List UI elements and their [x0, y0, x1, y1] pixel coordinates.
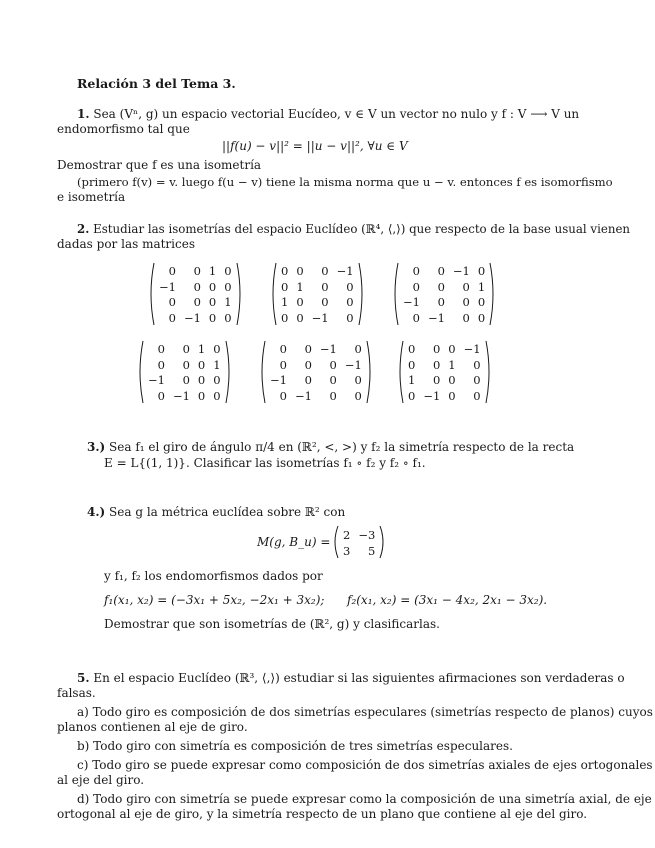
matrix-row — [399, 311, 489, 327]
matrix-cell: 0 — [448, 373, 456, 388]
matrix-cell: 0 — [193, 264, 201, 279]
matrix-cell: 0 — [354, 388, 362, 403]
matrix-cell: 0 — [182, 357, 190, 372]
problem-5-number: 5. — [77, 671, 90, 685]
matrix-row — [144, 342, 225, 358]
matrix-cell: 0 — [168, 264, 176, 279]
matrix-table — [144, 342, 225, 404]
matrix-cell: 0 — [213, 388, 221, 403]
left-paren — [396, 340, 404, 404]
matrix-cell: 0 — [321, 264, 329, 279]
matrix-cell: 1 — [224, 295, 232, 310]
right-paren — [485, 340, 493, 404]
matrix-cell: 0 — [296, 310, 304, 325]
problem-5-a-line-1: a) Todo giro es composición de dos simetrías especulares (simetrías respecto de planos) cuyos — [77, 705, 653, 719]
problem-1-line-1 — [77, 107, 579, 122]
matrix-table — [155, 264, 236, 326]
matrix-table — [339, 527, 379, 559]
matrix-1 — [147, 262, 244, 326]
matrix-cell: 0 — [213, 373, 221, 388]
problem-2-line-1 — [77, 222, 630, 237]
matrix-cell: 0 — [346, 310, 354, 325]
matrix-cell: 0 — [473, 388, 481, 403]
matrix-cell: 0 — [208, 279, 217, 294]
matrix-cell: 0 — [182, 342, 190, 357]
problem-1-number: 1. — [77, 107, 90, 121]
problem-1-hint-2: e isometría — [57, 190, 126, 204]
matrix-cell: 0 — [462, 279, 470, 294]
matrix-row — [399, 264, 489, 280]
matrix-cell: 0 — [208, 295, 217, 310]
matrix-cell: 0 — [193, 279, 201, 294]
matrix-cell: 0 — [157, 357, 165, 372]
matrix-cell: 0 — [281, 279, 289, 294]
matrix-cell: −3 — [358, 527, 376, 542]
matrix-cell: 0 — [477, 295, 486, 310]
problem-4-line-1 — [87, 505, 345, 520]
problem-1-equation: ||f(u) − v||² = ||u − v||², ∀u ∈ V — [222, 139, 408, 153]
matrix-cell: 1 — [448, 357, 456, 372]
left-paren — [331, 525, 339, 559]
matrix-cell: −1 — [311, 310, 329, 325]
matrix-cell: −1 — [270, 373, 287, 388]
matrix-cell: 0 — [281, 310, 289, 325]
matrix-cell: 0 — [304, 342, 312, 357]
matrix-cell: 0 — [448, 388, 456, 403]
matrix-cell: 0 — [408, 388, 416, 403]
matrix-cell: −1 — [427, 310, 445, 325]
problem-5-a-line-2: planos contienen al eje de giro. — [57, 720, 248, 734]
matrix-cell: 0 — [279, 342, 287, 357]
matrix-cell: −1 — [423, 388, 441, 403]
matrix-cell: 0 — [473, 357, 481, 372]
right-paren — [225, 340, 233, 404]
matrix-cell: 0 — [168, 310, 176, 325]
matrix-row — [277, 264, 358, 280]
matrix-cell: 0 — [462, 295, 470, 310]
matrix-row — [404, 358, 485, 374]
right-paren — [366, 340, 374, 404]
matrix-cell: 0 — [197, 357, 206, 372]
matrix-row — [266, 389, 366, 405]
matrix-cell: 0 — [224, 264, 232, 279]
matrix-cell: 1 — [408, 373, 416, 388]
problem-5-d-line-1: d) Todo giro con simetría se puede expresar como la composición de una simetría axial, de eje — [77, 792, 652, 806]
matrix-cell: 0 — [477, 264, 486, 279]
problem-4-matrix-label: M(g, B_u) = — [257, 535, 331, 549]
matrix-cell: 0 — [168, 295, 176, 310]
matrix-cell: 0 — [281, 264, 289, 279]
matrix-cell: 0 — [321, 295, 329, 310]
right-paren — [358, 262, 366, 326]
matrix-cell: 0 — [448, 342, 456, 357]
matrix-table — [266, 342, 366, 404]
problem-5-line-1 — [77, 671, 625, 686]
problem-5-c-line-1: c) Todo giro se puede expresar como composición de dos simetrías axiales de ejes ortogonales — [77, 758, 653, 772]
matrix-cell: 0 — [408, 357, 416, 372]
matrix-cell: −1 — [452, 264, 470, 279]
page-title: Relación 3 del Tema 3. — [77, 76, 236, 91]
matrix-cell: 0 — [329, 357, 337, 372]
right-paren — [236, 262, 244, 326]
matrix-cell: 0 — [354, 342, 362, 357]
problem-1-hint-1: (primero f(v) = v. luego f(u − v) tiene la misma norma que u − v. entonces f es isomorfismo — [77, 175, 613, 189]
left-paren — [269, 262, 277, 326]
matrix-row — [404, 389, 485, 405]
matrix-cell: 0 — [213, 342, 221, 357]
right-paren — [379, 525, 387, 559]
problem-5-d-line-2: ortogonal al eje de giro, y la simetría respecto de un plano que contiene al eje del giro. — [57, 807, 588, 821]
problem-4-line-2: y f₁, f₂ los endomorfismos dados por — [104, 569, 323, 583]
left-paren — [258, 340, 266, 404]
matrix-cell: 0 — [462, 310, 470, 325]
problem-4-number: 4.) — [87, 505, 106, 519]
problem-5-b-line-1: b) Todo giro con simetría es composición de tres simetrías especulares. — [77, 739, 513, 753]
matrix-row — [144, 373, 225, 389]
matrix-cell: 0 — [224, 310, 232, 325]
matrix-cell: 0 — [473, 373, 481, 388]
problem-4-line-3: Demostrar que son isometrías de (ℝ², g) y clasificarlas. — [104, 617, 440, 631]
matrix-cell: 0 — [354, 373, 362, 388]
matrix-cell: −1 — [159, 279, 176, 294]
matrix-table — [277, 264, 358, 326]
matrix-2 — [269, 262, 366, 326]
matrix-cell: −1 — [463, 342, 481, 357]
problem-2-line-2: dadas por las matrices — [57, 237, 195, 251]
matrix-cell: 0 — [346, 279, 354, 294]
matrix-cell: 0 — [197, 388, 206, 403]
matrix-cell: 0 — [182, 373, 190, 388]
matrix-cell: 0 — [432, 342, 441, 357]
matrix-cell: 0 — [432, 373, 441, 388]
problem-2-number: 2. — [77, 222, 90, 236]
matrix-cell: 0 — [279, 388, 287, 403]
matrix-row — [155, 311, 236, 327]
matrix-cell: 0 — [412, 310, 420, 325]
matrix-cell: 0 — [437, 264, 445, 279]
matrix-cell: 0 — [408, 342, 416, 357]
matrix-cell: −1 — [344, 357, 362, 372]
matrix-cell: 0 — [304, 373, 312, 388]
matrix-cell: 0 — [412, 279, 420, 294]
matrix-cell: −1 — [148, 373, 165, 388]
left-paren — [391, 262, 399, 326]
matrix-row — [404, 342, 485, 358]
matrix-cell: 0 — [157, 342, 165, 357]
matrix-row — [399, 295, 489, 311]
matrix-cell: 3 — [343, 543, 351, 558]
matrix-6 — [396, 340, 493, 404]
problem-5-text-1: En el espacio Euclídeo (ℝ³, ⟨,⟩) estudiar si las siguientes afirmaciones son verdaderas o — [93, 671, 625, 685]
matrix-row — [266, 373, 366, 389]
matrix-cell: 2 — [343, 527, 351, 542]
matrix-table — [404, 342, 485, 404]
matrix-row — [339, 543, 379, 559]
matrix-cell: 0 — [329, 373, 337, 388]
matrix-cell: −1 — [183, 310, 201, 325]
left-paren — [147, 262, 155, 326]
problem-3-line-1 — [87, 440, 574, 455]
matrix-row — [399, 280, 489, 296]
matrix-row — [266, 342, 366, 358]
matrix-row — [339, 527, 379, 543]
matrix-cell: 0 — [437, 295, 445, 310]
matrix-row — [277, 295, 358, 311]
problem-5-c-line-2: al eje del giro. — [57, 773, 145, 787]
matrix-cell: −1 — [403, 295, 420, 310]
matrix-row — [277, 311, 358, 327]
problem-3-line-2: E = L{(1, 1)}. Clasificar las isometrías f₁ ∘ f₂ y f₂ ∘ f₁. — [104, 456, 426, 470]
matrix-cell: 0 — [224, 279, 232, 294]
matrix-row — [155, 264, 236, 280]
matrix-row — [144, 389, 225, 405]
matrix-row — [266, 358, 366, 374]
problem-5-line-2: falsas. — [57, 686, 96, 700]
problem-3-number: 3.) — [87, 440, 106, 454]
matrix-3 — [391, 262, 497, 326]
matrix-cell: 0 — [193, 295, 201, 310]
problem-1-text-1: Sea (Vⁿ, g) un espacio vectorial Eucídeo, v ∈ V un vector no nulo y f : V ⟶ V un — [93, 107, 580, 121]
problem-4-f1: f₁(x₁, x₂) = (−3x₁ + 5x₂, −2x₁ + 3x₂); — [104, 593, 325, 607]
matrix-cell: 0 — [197, 373, 206, 388]
matrix-cell: 0 — [412, 264, 420, 279]
matrix-cell: 1 — [296, 279, 304, 294]
left-paren — [136, 340, 144, 404]
matrix-cell: −1 — [172, 388, 190, 403]
problem-1-line-3: Demostrar que f es una isometría — [57, 158, 262, 172]
matrix-cell: −1 — [294, 388, 312, 403]
matrix-cell: 0 — [477, 310, 486, 325]
matrix-row — [144, 358, 225, 374]
matrix-cell: 1 — [197, 342, 206, 357]
matrix-cell: 1 — [281, 295, 289, 310]
matrix-row — [277, 280, 358, 296]
metric-matrix — [331, 525, 387, 559]
matrix-cell: 0 — [329, 388, 337, 403]
matrix-cell: 0 — [157, 388, 165, 403]
matrix-cell: 0 — [279, 357, 287, 372]
matrix-cell: 1 — [208, 264, 217, 279]
matrix-cell: 0 — [296, 264, 304, 279]
problem-4-text-1: Sea g la métrica euclídea sobre ℝ² con — [109, 505, 346, 519]
matrix-cell: −1 — [336, 264, 354, 279]
problem-4-f2: f₂(x₁, x₂) = (3x₁ − 4x₂, 2x₁ − 3x₂). — [347, 593, 548, 607]
matrix-cell: 0 — [432, 357, 441, 372]
matrix-cell: 0 — [304, 357, 312, 372]
matrix-cell: 5 — [367, 543, 376, 558]
matrix-cell: 1 — [213, 357, 221, 372]
matrix-5 — [258, 340, 374, 404]
right-paren — [489, 262, 497, 326]
matrix-row — [155, 295, 236, 311]
problem-3-text-1: Sea f₁ el giro de ángulo π/4 en (ℝ², <, >) y f₂ la simetría respecto de la recta — [109, 440, 575, 454]
matrix-cell: 0 — [346, 295, 354, 310]
matrix-cell: 0 — [208, 310, 217, 325]
matrix-4 — [136, 340, 233, 404]
matrix-cell: 0 — [321, 279, 329, 294]
matrix-cell: 0 — [296, 295, 304, 310]
matrix-row — [155, 280, 236, 296]
matrix-table — [399, 264, 489, 326]
matrix-cell: −1 — [319, 342, 337, 357]
problem-1-line-2: endomorfismo tal que — [57, 122, 190, 136]
matrix-cell: 1 — [477, 279, 486, 294]
problem-2-text-1: Estudiar las isometrías del espacio Euclídeo (ℝ⁴, ⟨,⟩) que respecto de la base usual vienen — [93, 222, 631, 236]
matrix-row — [404, 373, 485, 389]
matrix-cell: 0 — [437, 279, 445, 294]
